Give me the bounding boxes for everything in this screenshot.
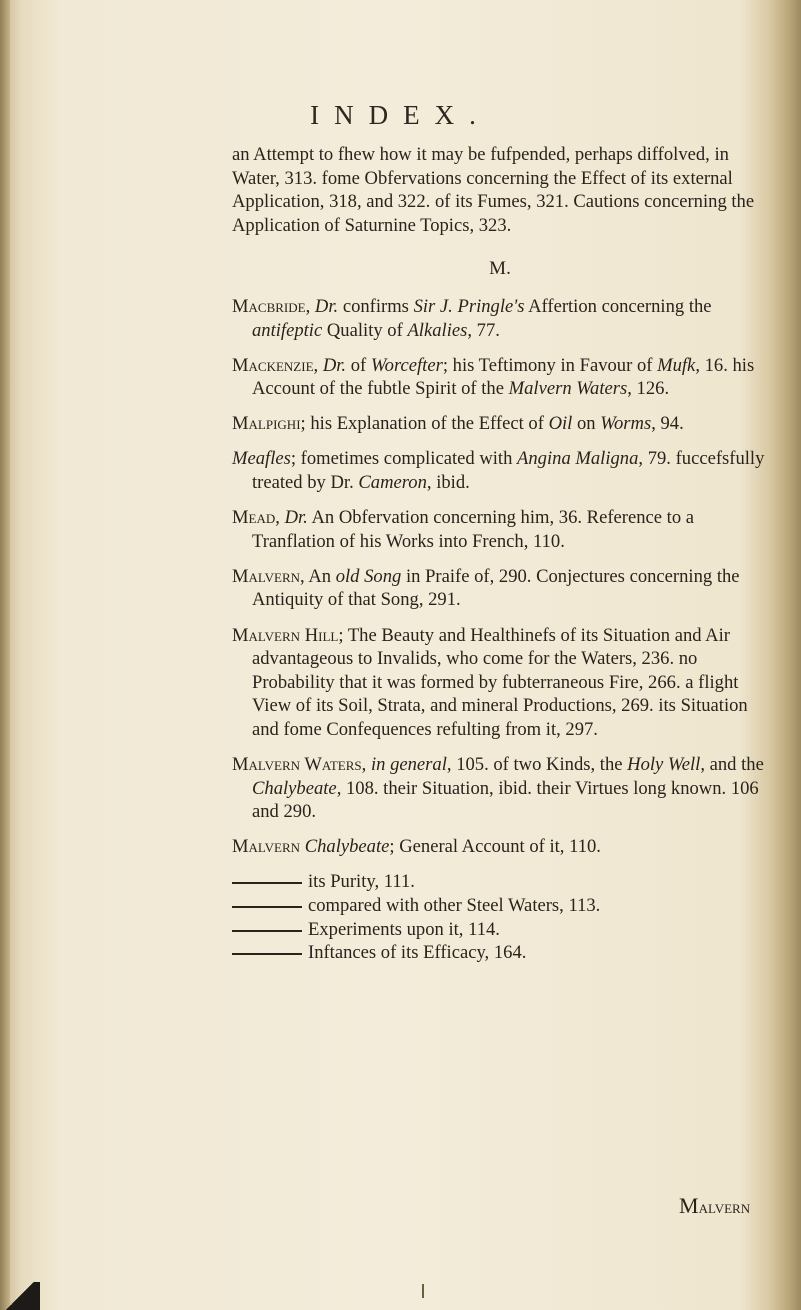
- sub-entry-text: compared with other Steel Waters, 113.: [308, 894, 601, 916]
- catchword: Malvern: [679, 1193, 751, 1218]
- italic-term: Meafles: [232, 448, 291, 470]
- page-mark: [422, 1284, 424, 1298]
- index-entry: Meafles; fometimes complicated with Angina Maligna, 79. fuccefsfully treated by Dr. Cameron, ibid.: [232, 448, 765, 494]
- binding-gutter: [0, 0, 10, 1310]
- italic-term: Mufk: [657, 354, 696, 376]
- index-entry: Malvern, An old Song in Praife of, 290. Conjectures concerning the Antiquity of that Song, 291.: [232, 565, 740, 611]
- entry-heading: Malvern Hill;: [232, 624, 344, 646]
- ditto-rule: [232, 953, 302, 955]
- sub-entry-text: its Purity, 111.: [308, 871, 415, 893]
- italic-term: Malvern Waters: [508, 378, 628, 400]
- italic-term: Chalybeate: [252, 777, 337, 799]
- index-entries: [232, 295, 768, 859]
- ditto-rule: [232, 882, 302, 884]
- sub-entry-text: Experiments upon it, 114.: [308, 918, 500, 940]
- sub-entry: [232, 941, 768, 965]
- ditto-rule: [232, 930, 302, 932]
- sub-entry: [232, 894, 768, 918]
- italic-term: in general: [370, 753, 447, 775]
- index-entry: Malvern Hill; The Beauty and Healthinefs of its Situation and Air advantageous to Invalids, who come for the Waters, 236. no Probability that it was formed by fubterraneous Fire, 266. a flight View of its Soil, Strata, and mineral Productions, 269. its Situation and fome Confequences refulting from it, 297.: [232, 624, 748, 740]
- continued-entry: an Attempt to fhew how it may be fufpended, perhaps diffolved, in Water, 313. fome Obfervations concerning the Effect of its external Application, 318, and 322. of its Fumes, 321. Cautions concerning the Application of Saturnine Topics, 323.: [232, 144, 755, 236]
- index-entry: Mead, Dr. An Obfervation concerning him, 36. Reference to a Tranflation of his Works into French, 110.: [232, 507, 695, 552]
- italic-term: Chalybeate: [304, 836, 390, 858]
- italic-term: Dr.: [284, 507, 308, 529]
- italic-term: Holy Well: [627, 753, 701, 775]
- entry-heading: Mackenzie,: [232, 354, 319, 376]
- entry-heading: Mead,: [232, 507, 280, 529]
- entry-heading: Macbride,: [232, 295, 311, 317]
- entry-heading: Malpighi;: [232, 413, 306, 435]
- page-header: INDEX.: [310, 100, 491, 130]
- italic-term: Worcefter: [370, 354, 443, 376]
- italic-term: Sir J. Pringle's: [413, 295, 525, 317]
- index-text: [232, 143, 768, 965]
- italic-term: Angina Maligna: [517, 448, 639, 470]
- italic-term: Oil: [548, 413, 573, 435]
- italic-term: Cameron: [358, 472, 427, 494]
- italic-term: antifeptic: [252, 319, 323, 341]
- sub-entries: [232, 870, 768, 964]
- ditto-rule: [232, 906, 302, 908]
- italic-term: Worms: [600, 413, 652, 435]
- italic-term: old Song: [335, 565, 402, 587]
- sub-entry: [232, 918, 768, 942]
- section-letter: M.: [489, 258, 511, 280]
- entry-heading: Malvern,: [232, 565, 305, 587]
- italic-term: Alkalies: [407, 319, 468, 341]
- italic-term: Dr.: [314, 295, 339, 317]
- page-corner-shadow: [0, 1282, 40, 1310]
- index-entry: Malvern Waters, in general, 105. of two Kinds, the Holy Well, and the Chalybeate, 108. their Situation, ibid. their Virtues long known. 106 and 290.: [232, 753, 764, 823]
- index-entry: Malvern Chalybeate; General Account of it, 110.: [232, 836, 601, 858]
- index-entry: Macbride, Dr. confirms Sir J. Pringle's Affertion concerning the antifeptic Quality of Alkalies, 77.: [232, 295, 712, 341]
- sub-entry: [232, 870, 768, 894]
- entry-heading: Malvern Waters,: [232, 753, 367, 775]
- index-entry: Malpighi; his Explanation of the Effect of Oil on Worms, 94.: [232, 413, 684, 435]
- italic-term: Dr.: [322, 354, 347, 376]
- entry-heading: Malvern: [232, 836, 301, 858]
- sub-entry-text: Inftances of its Efficacy, 164.: [308, 942, 527, 964]
- index-entry: Mackenzie, Dr. of Worcefter; his Teftimony in Favour of Mufk, 16. his Account of the fubtle Spirit of the Malvern Waters, 126.: [232, 354, 755, 400]
